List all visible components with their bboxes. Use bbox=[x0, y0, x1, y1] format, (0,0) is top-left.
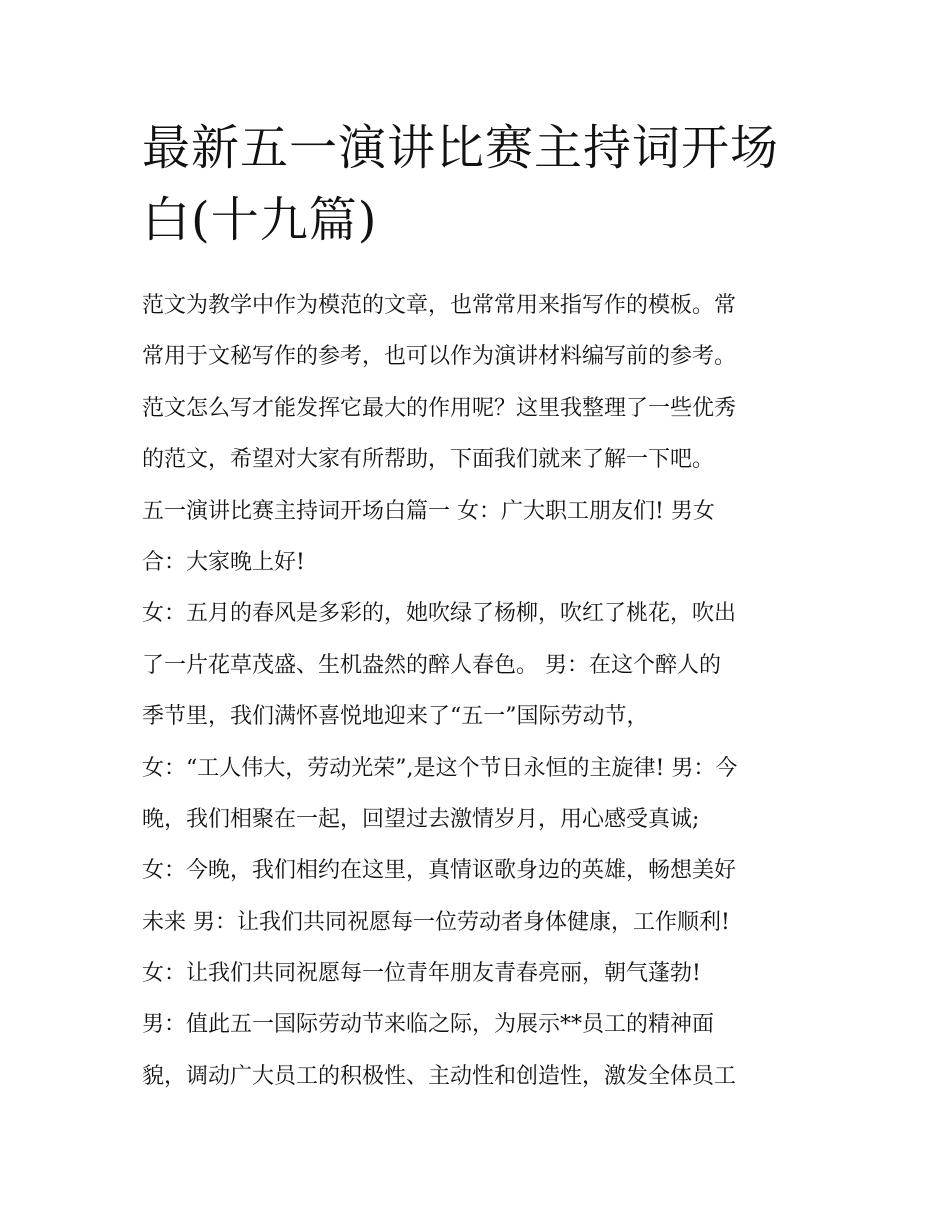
body-line: 男：值此五一国际劳动节来临之际，为展示**员工的精神面 bbox=[142, 1012, 715, 1038]
body-line: 五一演讲比赛主持词开场白篇一 女：广大职工朋友们! 男女 bbox=[142, 498, 715, 524]
body-line: 季节里，我们满怀喜悦地迎来了“五一”国际劳动节， bbox=[142, 704, 649, 730]
body-line: 女：让我们共同祝愿每一位青年朋友青春亮丽，朝气蓬勃! bbox=[142, 961, 701, 987]
body-line: 女：今晚，我们相约在这里，真情讴歌身边的英雄，畅想美好 bbox=[142, 858, 737, 884]
body-line: 范文怎么写才能发挥它最大的作用呢？这里我整理了一些优秀 bbox=[142, 395, 737, 421]
body-line: 女：五月的春风是多彩的，她吹绿了杨柳，吹红了桃花，吹出 bbox=[142, 601, 737, 627]
document-body bbox=[142, 280, 822, 1102]
body-line: 了一片花草茂盛、生机盎然的醉人春色。 男：在这个醉人的 bbox=[142, 652, 721, 678]
title-line-1: 最新五一演讲比赛主持词开场 bbox=[142, 120, 780, 176]
body-line: 未来 男：让我们共同祝愿每一位劳动者身体健康，工作顺利! bbox=[142, 909, 730, 935]
body-line: 常用于文秘写作的参考，也可以作为演讲材料编写前的参考。 bbox=[142, 344, 737, 370]
title-line-2: 白(十九篇) bbox=[142, 192, 378, 248]
document-title bbox=[142, 112, 822, 256]
body-line: 的范文，希望对大家有所帮助，下面我们就来了解一下吧。 bbox=[142, 447, 715, 473]
body-line: 合：大家晚上好! bbox=[142, 549, 305, 575]
body-line: 晚，我们相聚在一起，回望过去激情岁月，用心感受真诚; bbox=[142, 806, 700, 832]
body-line: 貌，调动广大员工的积极性、主动性和创造性，激发全体员工 bbox=[142, 1063, 737, 1089]
body-line: 女：“工人伟大，劳动光荣”,是这个节日永恒的主旋律! 男：今 bbox=[142, 755, 738, 781]
body-line: 范文为教学中作为模范的文章，也常常用来指写作的模板。常 bbox=[142, 293, 737, 318]
